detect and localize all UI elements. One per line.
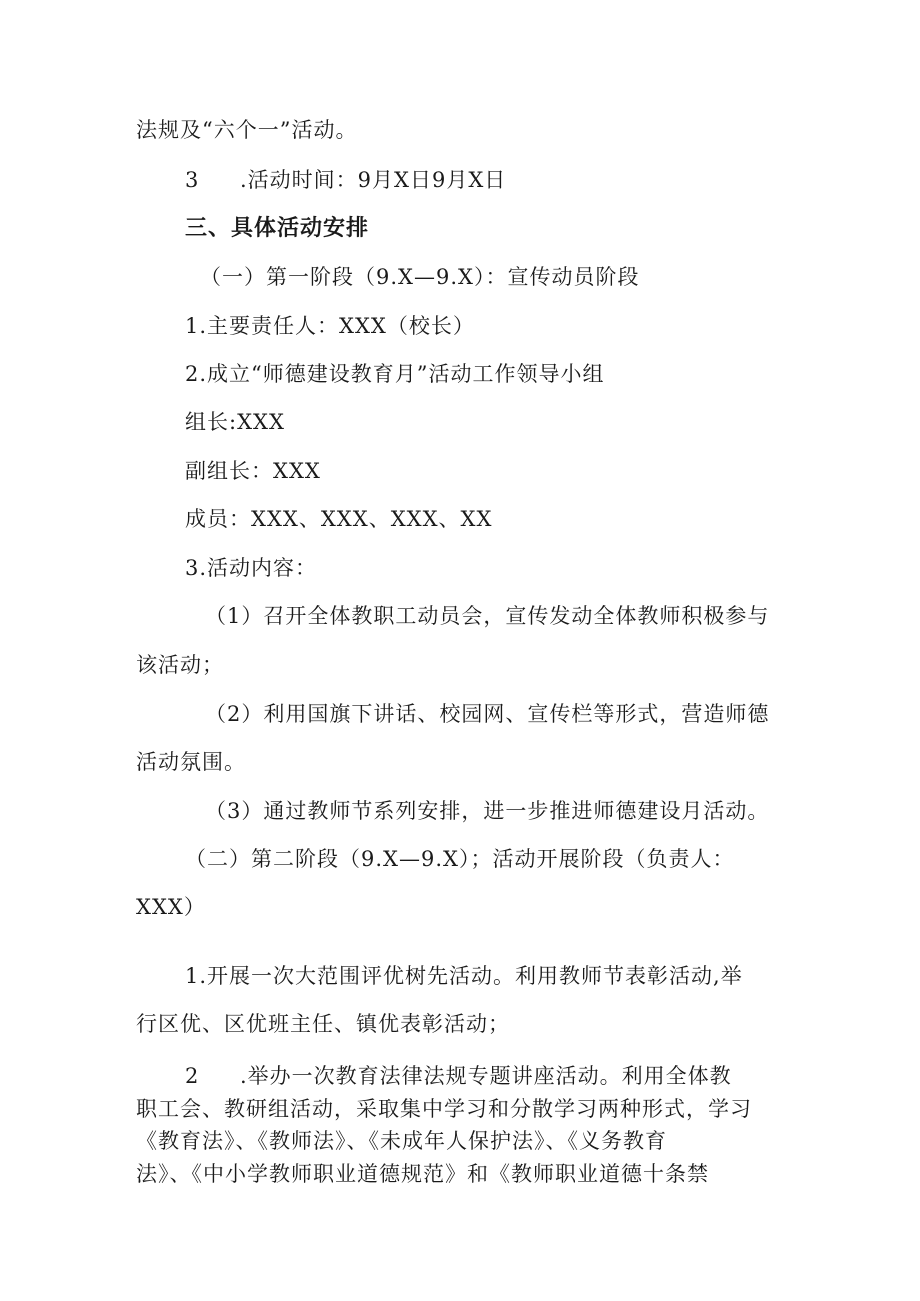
text-line: （二）第二阶段（9.X—9.X）；活动开展阶段（负责人：: [185, 847, 735, 871]
text-line: 2.成立“师德建设教育月”活动工作领导小组: [185, 362, 605, 386]
text-line: 成员：XXX、XXX、XXX、XX: [185, 507, 493, 531]
text-line: 该活动；: [136, 653, 224, 677]
text-line: 法规及“六个一”活动。: [136, 118, 358, 142]
text-line: 《教育法》、《教师法》、《未成年人保护法》、《义务教育: [136, 1129, 667, 1153]
text-line: .举办一次教育法律法规专题讲座活动。利用全体教: [240, 1064, 732, 1088]
text-line: .活动时间：9月X日9月X日: [240, 168, 507, 192]
text-line: （1）召开全体教职工动员会，宣传发动全体教师积极参与: [205, 604, 770, 628]
text-line: 1.开展一次大范围评优树先活动。利用教师节表彰活动,举: [185, 964, 743, 988]
text-line: XXX）: [136, 895, 206, 919]
text-line: 法》、《中小学教师职业道德规范》和《教师职业道德十条禁: [136, 1162, 709, 1186]
text-line: 组长:XXX: [185, 410, 285, 434]
text-line: 行区优、区优班主任、镇优表彰活动；: [136, 1012, 510, 1036]
list-number: 3: [185, 168, 200, 192]
text-line: （3）通过教师节系列安排，进一步推进师德建设月活动。: [205, 799, 770, 823]
text-line: 活动氛围。: [136, 750, 246, 774]
text-line: （2）利用国旗下讲话、校园网、宣传栏等形式，营造师德: [205, 702, 770, 726]
text-line: 副组长：XXX: [185, 459, 321, 483]
text-line: 3.活动内容：: [185, 556, 318, 580]
text-line: 1.主要责任人：XXX（校长）: [185, 314, 475, 338]
list-number: 2: [185, 1064, 200, 1088]
text-line: （一）第一阶段（9.X—9.X）：宣传动员阶段: [200, 265, 640, 289]
text-line: 职工会、教研组活动，采取集中学习和分散学习两种形式，学习: [136, 1097, 752, 1121]
section-heading: 三、具体活动安排: [185, 216, 370, 241]
